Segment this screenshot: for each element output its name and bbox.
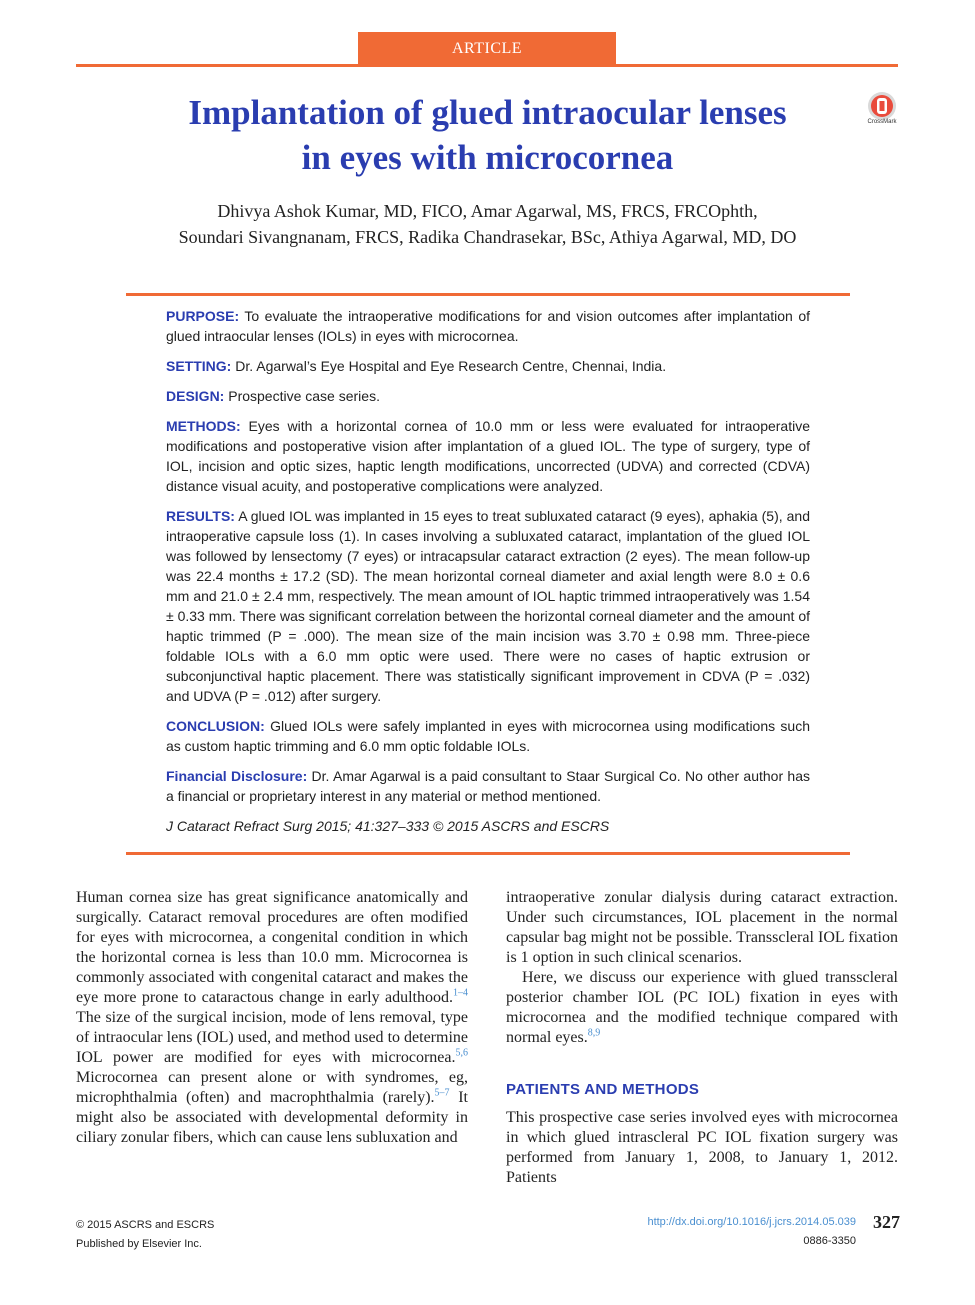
footer-publisher: Published by Elsevier Inc.: [76, 1238, 202, 1250]
setting-text: Dr. Agarwal’s Eye Hospital and Eye Research Centre, Chennai, India.: [231, 358, 667, 374]
authors-line-1: Dhivya Ashok Kumar, MD, FICO, Amar Agarwal, MS, FRCS, FRCOphth,: [217, 201, 758, 221]
body-column-left: [76, 888, 468, 1148]
abstract: [166, 306, 810, 846]
purpose-text: To evaluate the intraoperative modifications for and vision outcomes after implantation of glued intraocular lenses (IOLs) in eyes with microcornea.: [166, 308, 810, 344]
intro-paragraph: [76, 888, 468, 1148]
methods-paragraph: This prospective case series involved eyes with microcornea in which glued intrascleral PC IOL fixation surgery was performed from January 1, 2008, to January 1, 2012. Patients: [506, 1109, 898, 1186]
footer-left: [76, 1216, 214, 1254]
methods-text: Eyes with a horizontal cornea of 10.0 mm or less were evaluated for intraoperative modifications and postoperative vision after implantation of a glued IOL. The type of surgery, type of IOL, incision and optic sizes, haptic length modifications, uncorrected (UDVA) and corrected (CDVA) distance visual acuity, and postoperative complications were analyzed.: [166, 418, 810, 494]
issn: 0886-3350: [803, 1235, 856, 1247]
abstract-design: [166, 386, 810, 406]
discussion-paragraph: [506, 968, 898, 1048]
methods-label: METHODS:: [166, 418, 241, 434]
conclusion-text: Glued IOLs were safely implanted in eyes with microcornea using modifications such as custom haptic trimming and 6.0 mm optic foldable IOLs.: [166, 718, 810, 754]
abstract-setting: [166, 356, 810, 376]
intro-text-d: It might also be associated with developmental deformity in ciliary zonular fibers, which can cause lens subluxation and: [76, 1089, 468, 1146]
reference-link[interactable]: 8,9: [587, 1027, 601, 1039]
setting-label: SETTING:: [166, 358, 232, 374]
reference-link[interactable]: 5–7: [434, 1087, 450, 1099]
intro-text-c: Microcornea can present alone or with syndromes, eg, microphthalmia (often) and macrophthalmia (rarely).: [76, 1069, 468, 1106]
reference-link[interactable]: 5,6: [455, 1047, 468, 1059]
author-list: [80, 198, 895, 250]
financial-label: Financial Disclosure:: [166, 768, 308, 784]
section-heading: PATIENTS AND METHODS: [506, 1081, 700, 1098]
footer-copyright: © 2015 ASCRS and ESCRS: [76, 1219, 215, 1231]
intro-text-b: The size of the surgical incision, mode of lens removal, type of intraocular lens (IOL) used, and method used to determine IOL power are modified for eyes with microcornea.: [76, 1009, 468, 1066]
title-line-1: Implantation of glued intraocular lenses: [188, 93, 787, 132]
design-label: DESIGN:: [166, 388, 225, 404]
results-text: A glued IOL was implanted in 15 eyes to treat subluxated cataract (9 eyes), aphakia (5), and intraoperative capsule loss (1). In cases involving a subluxated cataract, implantation of the glued IOL was followed by lensectomy (7 eyes) or intracapsular cataract extraction (2 eyes). The mean follow-up was 22.4 months ± 17.2 (SD). The mean horizontal corneal diameter and axial length were 8.0 ± 0.6 mm and 21.0 ± 2.4 mm, respectively. The mean amount of IOL haptic trimmed intraoperatively was 1.54 ± 0.33 mm. There was significant correlation between the horizontal corneal diameter and the amount of haptic trimmed (P = .000). The mean size of the main incision was 3.70 ± 0.98 mm. Three-piece foldable IOLs with a 6.0 mm optic were used. There were no cases of haptic extrusion or subconjunctival haptic placement. There was statistically significant improvement in CDVA (P = .032) and UDVA (P = .012) after surgery.: [166, 508, 810, 704]
header-rule: [76, 64, 898, 67]
discussion-text: Here, we discuss our experience with glued transscleral posterior chamber IOL (PC IOL) fixation in eyes with microcornea and the modified technique compared with normal eyes.: [506, 969, 898, 1046]
abstract-purpose: [166, 306, 810, 346]
intro-continued: intraoperative zonular dialysis during cataract extraction. Under such circumstances, IOL placement in the normal capsular bag might not be possible. Transscleral IOL fixation is 1 option in such clinical scenarios.: [506, 889, 898, 966]
page-number: 327: [873, 1212, 900, 1232]
abstract-financial-disclosure: [166, 766, 810, 806]
results-label: RESULTS:: [166, 508, 235, 524]
article-title: [120, 90, 855, 180]
body-column-right: [506, 888, 898, 1188]
purpose-label: PURPOSE:: [166, 308, 240, 324]
abstract-top-rule: [126, 293, 850, 296]
abstract-results: [166, 506, 810, 706]
article-type-tag: ARTICLE: [358, 32, 616, 66]
financial-text: Dr. Amar Agarwal is a paid consultant to Staar Surgical Co. No other author has a financial or proprietary interest in any material or method mentioned.: [166, 768, 810, 804]
conclusion-label: CONCLUSION:: [166, 718, 265, 734]
intro-text-a: Human cornea size has great significance anatomically and surgically. Cataract removal procedures are often modified for eyes with microcornea, a congenital condition in which the horizontal cornea is less than 10.0 mm. Microcornea is commonly associated with congenital cataract and makes the eye more prone to cataractous change in early adulthood.: [76, 889, 468, 1006]
design-text: Prospective case series.: [224, 388, 380, 404]
doi-link[interactable]: http://dx.doi.org/10.1016/j.jcrs.2014.05.039: [647, 1216, 856, 1228]
authors-line-2: Soundari Sivangnanam, FRCS, Radika Chandrasekar, BSc, Athiya Agarwal, MD, DO: [178, 227, 797, 247]
abstract-methods: [166, 416, 810, 496]
journal-citation: J Cataract Refract Surg 2015; 41:327–333 © 2015 ASCRS and ESCRS: [166, 818, 610, 834]
abstract-conclusion: [166, 716, 810, 756]
title-line-2: in eyes with microcornea: [301, 138, 674, 177]
abstract-bottom-rule: [126, 852, 850, 855]
reference-link[interactable]: 1–4: [453, 987, 468, 999]
crossmark-label: CrossMark: [867, 119, 897, 125]
